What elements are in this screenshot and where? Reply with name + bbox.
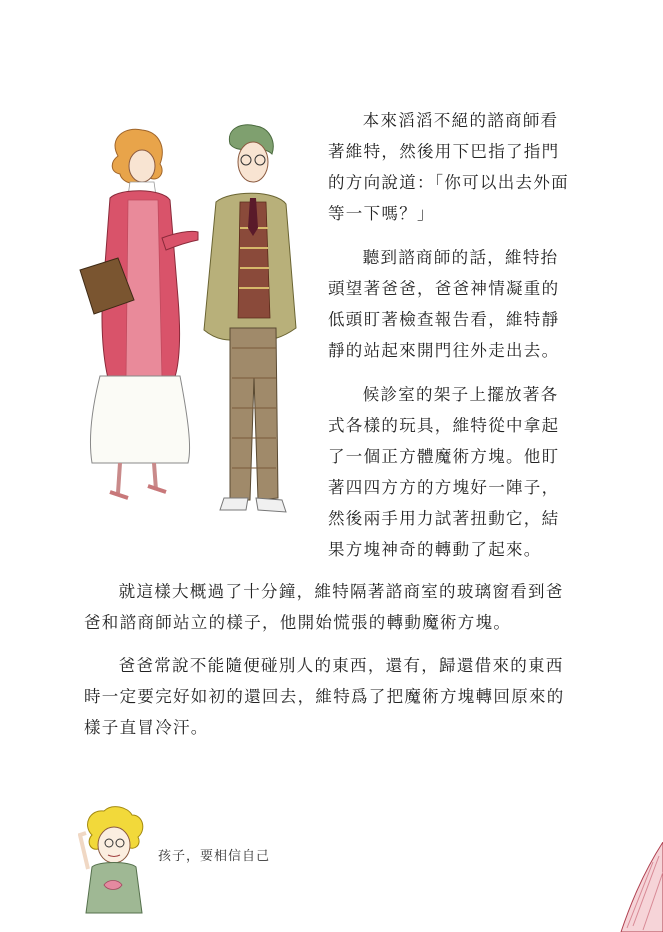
curly-hair-boy-icon — [78, 805, 150, 915]
man-figure — [204, 125, 296, 512]
woman-figure — [80, 129, 198, 498]
story-paragraph: 爸爸常說不能隨便碰別人的東西，還有，歸還借來的東西時一定要完好如初的還回去，維特爲了把魔術方塊轉回原來的樣子直冒冷汗。 — [84, 656, 565, 737]
story-paragraph: 就這樣大概過了十分鐘，維特隔著諮商室的玻璃窗看到爸爸和諮商師站立的樣子，他開始慌張的轉動魔術方塊。 — [84, 582, 564, 632]
story-paragraph: 本來滔滔不絕的諮商師看著維特，然後用下巴指了指門的方向說道：「你可以出去外面等一下嗎？」 — [328, 111, 569, 223]
running-title: 孩子，要相信自己 — [158, 849, 271, 864]
story-text-full-width — [84, 576, 579, 755]
story-paragraph: 候診室的架子上擺放著各式各樣的玩具，維特從中拿起了一個正方體魔術方塊。他盯著四四方方的方塊好一陣子，然後兩手用力試著扭動它，結果方塊神奇的轉動了起來。 — [328, 385, 560, 559]
corner-pattern-decoration — [613, 842, 663, 932]
story-text-right-column — [328, 105, 573, 578]
counselor-and-father-illustration — [70, 118, 330, 538]
story-paragraph: 聽到諮商師的話，維特抬頭望著爸爸，爸爸神情凝重的低頭盯著檢查報告看，維特靜靜的站起來開門往外走出去。 — [328, 248, 560, 360]
